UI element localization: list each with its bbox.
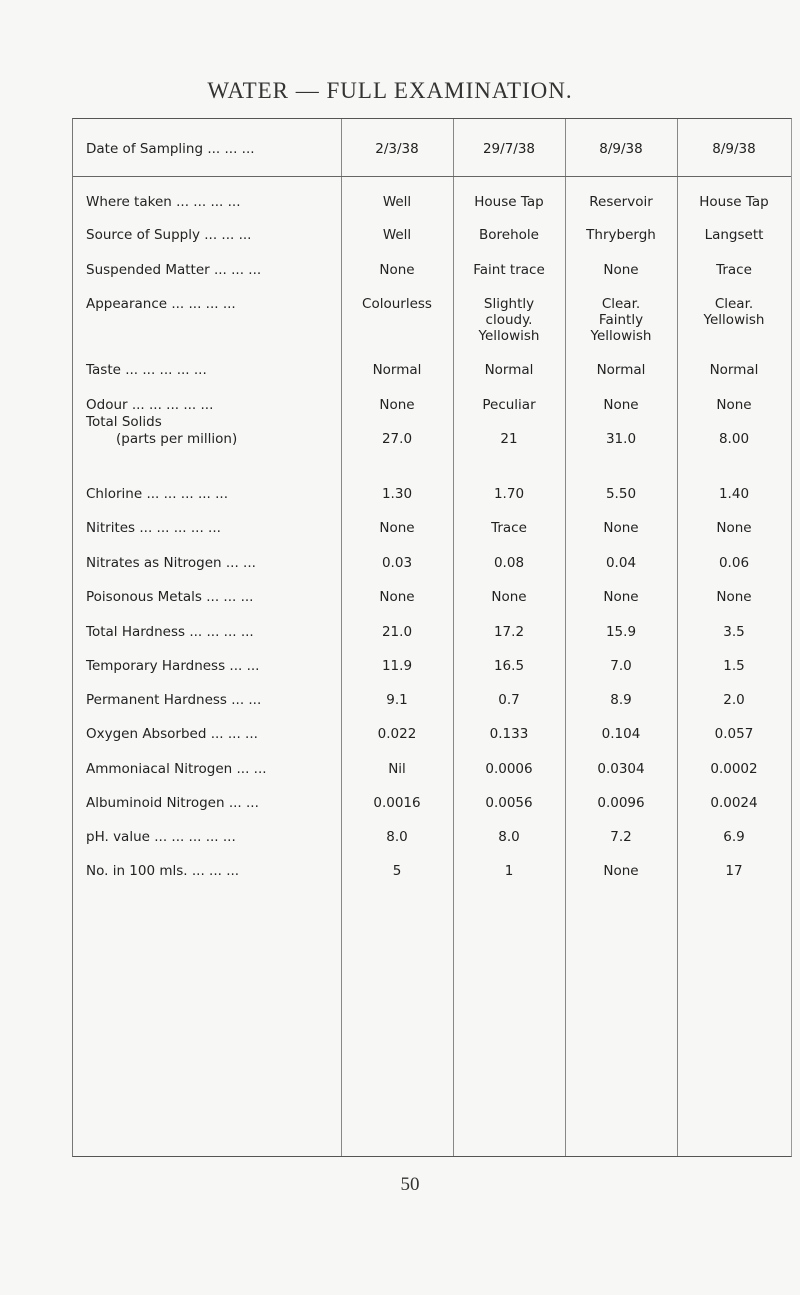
table-cell: Well [382,227,412,243]
table-cell: None [603,262,639,278]
table-cell: 0.7 [498,692,520,708]
table-cell: 8.9 [610,692,632,708]
table-cell: Thrybergh [586,227,656,243]
table-cell: 11.9 [381,658,413,674]
table-cell: None [716,520,752,536]
header-label: Date of Sampling ... ... ... [86,141,255,157]
table-cell: Well [382,194,412,210]
header-divider [73,176,791,177]
table-cell: 1 [504,863,514,879]
table-cell: 21.0 [381,624,413,640]
table-cell: Clear. Faintly Yellowish [590,296,652,344]
row-label: Total Hardness ... ... ... ... [86,624,254,640]
table-cell: Slightly cloudy. Yellowish [478,296,540,344]
table-cell: 15.9 [605,624,637,640]
table-cell: None [379,520,415,536]
table-cell: Colourless [362,296,432,312]
table-cell: Peculiar [482,397,536,413]
table-cell: 31.0 [605,431,637,447]
table-cell: 16.5 [493,658,525,674]
row-label: Odour ... ... ... ... ... [86,397,214,413]
row-label: Chlorine ... ... ... ... ... [86,486,228,502]
table-cell: None [716,397,752,413]
table-cell: Borehole [479,227,539,243]
table-cell: 17.2 [493,624,525,640]
row-label: Albuminoid Nitrogen ... ... [86,795,259,811]
table-cell: None [603,863,639,879]
table-cell: 0.08 [493,555,525,571]
table-cell: 7.2 [610,829,632,845]
table-cell: None [379,589,415,605]
table-cell: 0.0096 [597,795,645,811]
table-cell: 3.5 [723,624,745,640]
table-cell: 2.0 [723,692,745,708]
table-cell: 0.0304 [597,761,645,777]
table-cell: Langsett [704,227,764,243]
table-cell: 0.0006 [485,761,533,777]
date-header-1: 2/3/38 [375,141,419,157]
table-cell: 0.0024 [710,795,758,811]
table-cell: House Tap [699,194,769,210]
table-cell: 27.0 [381,431,413,447]
row-label: pH. value ... ... ... ... ... [86,829,236,845]
row-label: Nitrites ... ... ... ... ... [86,520,221,536]
date-header-4: 8/9/38 [712,141,756,157]
table-cell: 1.70 [493,486,525,502]
row-label: Ammoniacal Nitrogen ... ... [86,761,267,777]
table-cell: 21 [500,431,518,447]
table-cell: Normal [596,362,646,378]
table-cell: 0.133 [489,726,529,742]
table-cell: None [603,589,639,605]
table-cell: 7.0 [610,658,632,674]
table-cell: 0.0002 [710,761,758,777]
table-cell: Trace [716,262,752,278]
table-cell: 0.0056 [485,795,533,811]
table-cell: None [716,589,752,605]
row-label: Total Solids [86,414,162,430]
table-cell: None [603,520,639,536]
table-cell: 5.50 [605,486,637,502]
row-label: Taste ... ... ... ... ... [86,362,207,378]
table-cell: 0.06 [718,555,750,571]
table-cell: 1.30 [381,486,413,502]
table-cell: Normal [484,362,534,378]
table-cell: Reservoir [589,194,653,210]
table-cell: None [379,262,415,278]
table-cell: 1.40 [718,486,750,502]
row-label: Oxygen Absorbed ... ... ... [86,726,258,742]
table-cell: 0.057 [714,726,754,742]
table-cell: 0.104 [601,726,641,742]
table-cell: 0.022 [377,726,417,742]
table-cell: 8.0 [498,829,520,845]
table-cell: None [491,589,527,605]
table-cell: 5 [392,863,402,879]
row-label: Source of Supply ... ... ... [86,227,252,243]
table-cell: Normal [709,362,759,378]
page-title: WATER — FULL EXAMINATION. [207,78,573,103]
table-cell: 9.1 [386,692,408,708]
table-cell: 0.04 [605,555,637,571]
row-label: Poisonous Metals ... ... ... [86,589,254,605]
table-cell: Trace [491,520,527,536]
row-label: Temporary Hardness ... ... [86,658,260,674]
row-label: No. in 100 mls. ... ... ... [86,863,240,879]
page-number: 50 [400,1174,420,1195]
row-label: Suspended Matter ... ... ... [86,262,262,278]
row-label-continuation: (parts per million) [116,431,238,447]
table-cell: 17 [725,863,743,879]
row-label: Permanent Hardness ... ... [86,692,262,708]
row-label: Where taken ... ... ... ... [86,194,241,210]
row-label: Nitrates as Nitrogen ... ... [86,555,256,571]
table-cell: 6.9 [723,829,745,845]
table-cell: 0.0016 [373,795,421,811]
table-cell: Clear. Yellowish [703,296,765,328]
date-header-2: 29/7/38 [482,141,536,157]
table-cell: 8.0 [386,829,408,845]
table-cell: Normal [372,362,422,378]
date-header-3: 8/9/38 [599,141,643,157]
table-cell: 8.00 [718,431,750,447]
table-cell: None [379,397,415,413]
row-label: Appearance ... ... ... ... [86,296,236,312]
table-cell: House Tap [474,194,544,210]
table-cell: 0.03 [381,555,413,571]
table-cell: Faint trace [473,262,545,278]
table-cell: None [603,397,639,413]
table-cell: 1.5 [723,658,745,674]
table-cell: Nil [388,761,406,777]
water-examination-table [72,118,792,1157]
